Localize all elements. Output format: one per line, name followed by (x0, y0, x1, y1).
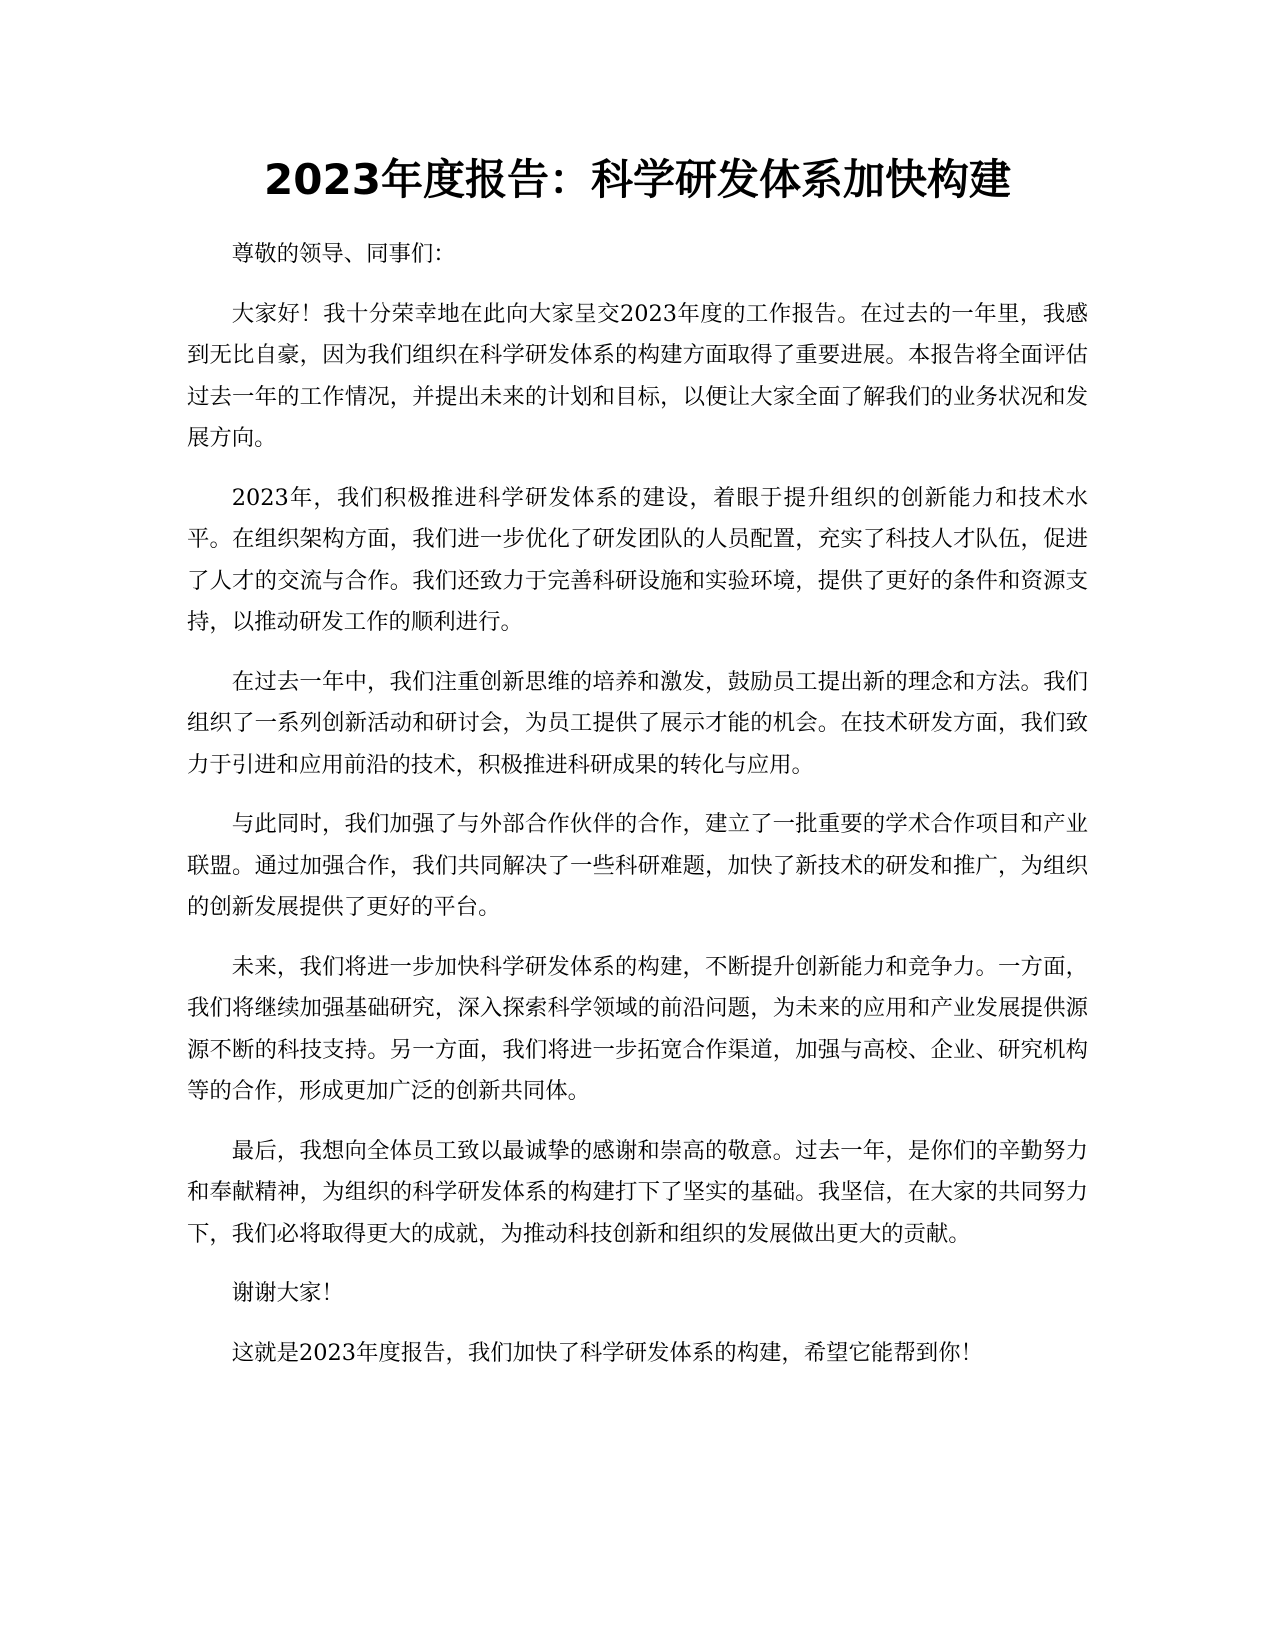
paragraph-future-plans: 未来，我们将进一步加快科学研发体系的构建，不断提升创新能力和竞争力。一方面，我们将继续加强基础研究，深入探索科学领域的前沿问题，为未来的应用和产业发展提供源源不断的科技支持。另一方面，我们将进一步拓宽合作渠道，加强与高校、企业、研究机构等的合作，形成更加广泛的创新共同体。 (187, 953, 1088, 1104)
document-title: 2023年度报告：科学研发体系加快构建 (264, 155, 1011, 204)
paragraph-innovation: 在过去一年中，我们注重创新思维的培养和激发，鼓励员工提出新的理念和方法。我们组织了一系列创新活动和研讨会，为员工提供了展示才能的机会。在技术研发方面，我们致力于引进和应用前沿的技术，积极推进科研成果的转化与应用。 (187, 668, 1088, 778)
paragraph-cooperation: 与此同时，我们加强了与外部合作伙伴的合作，建立了一批重要的学术合作项目和产业联盟。通过加强合作，我们共同解决了一些科研难题，加快了新技术的研发和推广，为组织的创新发展提供了更好的平台。 (187, 811, 1088, 920)
paragraph-summary: 这就是2023年度报告，我们加快了科学研发体系的构建，希望它能帮到你！ (231, 1339, 983, 1366)
paragraph-thanks-staff: 最后，我想向全体员工致以最诚挚的感谢和崇高的敬意。过去一年，是你们的辛勤努力和奉献精神，为组织的科学研发体系的构建打下了坚实的基础。我坚信，在大家的共同努力下，我们必将取得更大的成就，为推动科技创新和组织的发展做出更大的贡献。 (187, 1137, 1088, 1247)
paragraph-rnd-system: 2023年，我们积极推进科学研发体系的建设，着眼于提升组织的创新能力和技术水平。在组织架构方面，我们进一步优化了研发团队的人员配置，充实了科技人才队伍，促进了人才的交流与合作。我们还致力于完善科研设施和实验环境，提供了更好的条件和资源支持，以推动研发工作的顺利进行。 (187, 484, 1088, 635)
paragraph-introduction: 大家好！我十分荣幸地在此向大家呈交2023年度的工作报告。在过去的一年里，我感到无比自豪，因为我们组织在科学研发体系的构建方面取得了重要进展。本报告将全面评估过去一年的工作情况，并提出未来的计划和目标，以便让大家全面了解我们的业务状况和发展方向。 (187, 300, 1088, 451)
paragraph-closing: 谢谢大家！ (231, 1280, 344, 1306)
paragraph-salutation: 尊敬的领导、同事们： (231, 241, 456, 267)
